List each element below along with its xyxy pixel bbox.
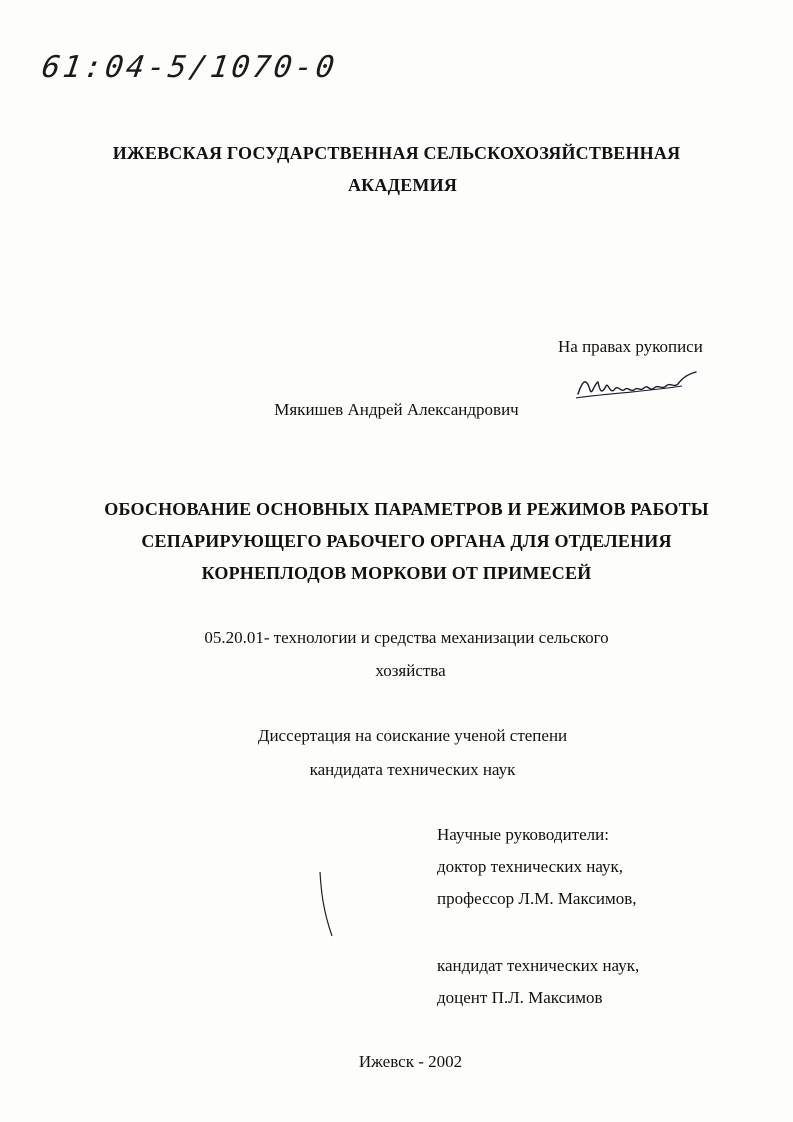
- dissertation-title-line2: СЕПАРИРУЮЩЕГО РАБОЧЕГО ОРГАНА ДЛЯ ОТДЕЛЕНИЯ: [141, 531, 672, 551]
- archive-code: 61:04-5/1070-0: [39, 50, 340, 85]
- institution-name-line2: АКАДЕМИЯ: [347, 175, 458, 195]
- advisor2-degree: кандидат технических наук,: [437, 956, 640, 975]
- pen-mark: [316, 870, 336, 940]
- city-year: Ижевск - 2002: [358, 1052, 463, 1071]
- specialty-line2: хозяйства: [375, 661, 446, 680]
- dissertation-title-line3: КОРНЕПЛОДОВ МОРКОВИ ОТ ПРИМЕСЕЙ: [201, 563, 592, 583]
- institution-name-line1: ИЖЕВСКАЯ ГОСУДАРСТВЕННАЯ СЕЛЬСКОХОЗЯЙСТВЕННАЯ: [112, 143, 681, 163]
- advisor1-name: профессор Л.М. Максимов,: [437, 889, 637, 908]
- author-name: Мякишев Андрей Александрович: [274, 400, 519, 419]
- rights-note: На правах рукописи: [558, 337, 703, 356]
- advisors-heading: Научные руководители:: [437, 825, 609, 844]
- specialty-line1: 05.20.01- технологии и средства механизации сельского: [204, 628, 609, 647]
- advisor1-degree: доктор технических наук,: [437, 857, 624, 876]
- dissertation-title-line1: ОБОСНОВАНИЕ ОСНОВНЫХ ПАРАМЕТРОВ И РЕЖИМОВ РАБОТЫ: [104, 499, 709, 519]
- degree-line1: Диссертация на соискание ученой степени: [257, 726, 568, 745]
- degree-line2: кандидата технических наук: [309, 760, 516, 779]
- advisor2-name: доцент П.Л. Максимов: [437, 988, 603, 1007]
